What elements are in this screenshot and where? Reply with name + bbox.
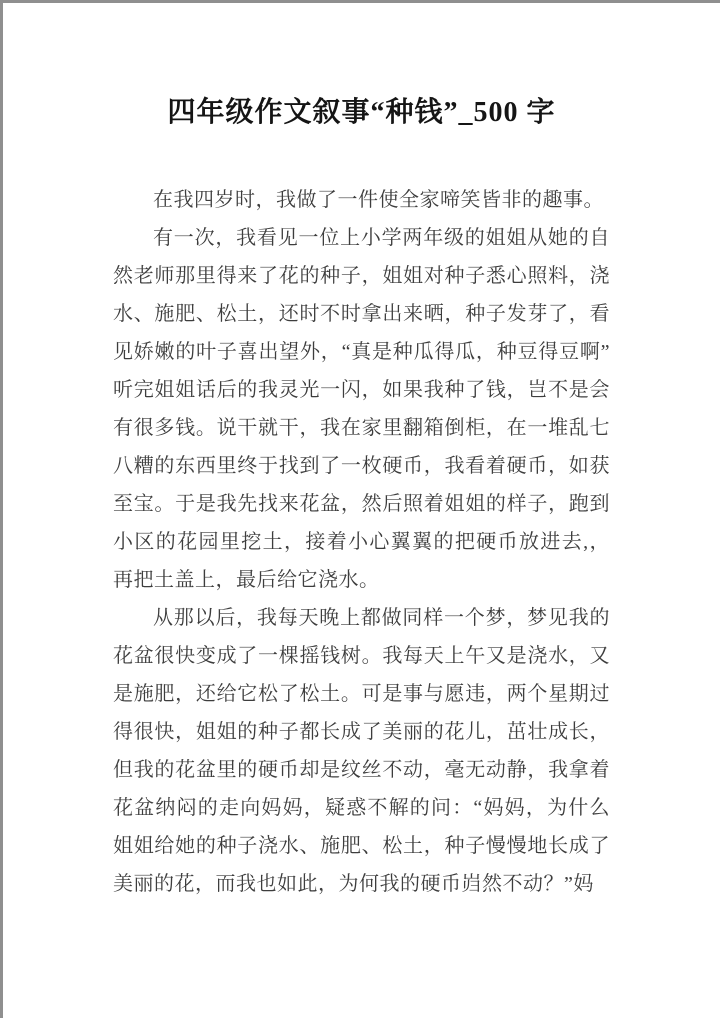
essay-paragraph-1: 在我四岁时，我做了一件使全家啼笑皆非的趣事。 bbox=[153, 189, 604, 211]
essay-title: 四年级作文叙事“种钱”_500 字 bbox=[167, 97, 556, 128]
essay-paragraph-3: 从那以后，我每天晚上都做同样一个梦，梦见我的花盆很快变成了一棵摇钱树。我每天上午又是浇水，又是施肥，还给它松了松土。可是事与愿违，两个星期过得很快，姐姐的种子都长成了美丽的花儿，茁壮成长，但我的花盆里的硬币却是纹丝不动，毫无动静，我拿着花盆纳闷的走向妈妈，疑惑不解的问：“妈妈，为什么姐姐给她的种子浇水、施肥、松土，种子慢慢地长成了美丽的花，而我也如此，为何我的硬币岿然不动？”妈 bbox=[113, 607, 610, 895]
essay-paragraph-2: 有一次，我看见一位上小学两年级的姐姐从她的自然老师那里得来了花的种子，姐姐对种子悉心照料，浇水、施肥、松土，还时不时拿出来晒，种子发芽了，看见娇嫩的叶子喜出望外，“真是种瓜得瓜，种豆得豆啊”听完姐姐话后的我灵光一闪，如果我种了钱，岂不是会有很多钱。说干就干，我在家里翻箱倒柜，在一堆乱七八糟的东西里终于找到了一枚硬币，我看着硬币，如获至宝。于是我先找来花盆，然后照着姐姐的样子，跑到小区的花园里挖土，接着小心翼翼的把硬币放进去,，再把土盖上，最后给它浇水。 bbox=[113, 227, 610, 591]
essay-body bbox=[113, 181, 610, 903]
